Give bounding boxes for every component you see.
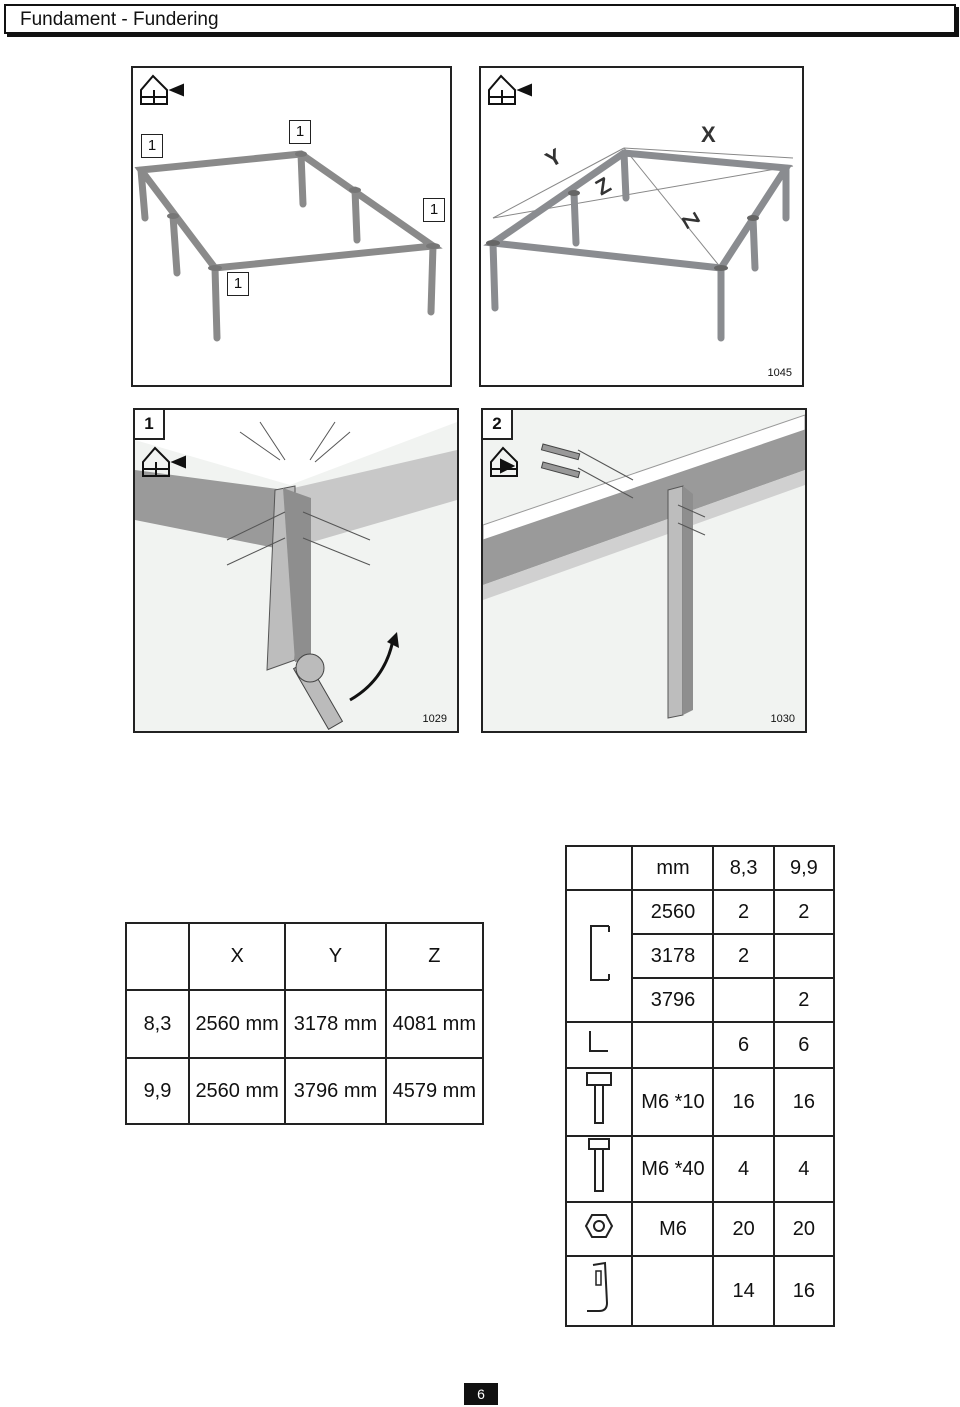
figure-step-2 — [481, 408, 807, 733]
part-qty-83: 16 — [713, 1068, 773, 1136]
figure-number: 1045 — [767, 367, 792, 379]
part-qty-99 — [774, 934, 834, 978]
greenhouse-front-icon — [141, 76, 183, 104]
part-qty-99: 20 — [774, 1202, 834, 1256]
dim-z: 4579 mm — [386, 1058, 483, 1124]
parts-header-col1: 8,3 — [713, 846, 773, 890]
parts-table — [565, 845, 835, 1327]
part-qty-83 — [713, 978, 773, 1022]
dim-y: 3796 mm — [285, 1058, 385, 1124]
part-label-1: 1 — [141, 134, 163, 158]
figure-base-frame — [131, 66, 452, 387]
diagonal-frame-drawing — [481, 68, 802, 385]
part-qty-99: 2 — [774, 890, 834, 934]
base-frame-drawing — [133, 68, 450, 385]
axis-label-y: Y — [541, 143, 567, 173]
rotate-arrow-icon — [350, 640, 393, 700]
greenhouse-front-icon — [489, 76, 531, 104]
page-title-bar — [4, 4, 956, 34]
dim-x: 2560 mm — [189, 1058, 285, 1124]
part-qty-83: 14 — [713, 1256, 773, 1326]
page-title: Fundament - Fundering — [20, 9, 219, 30]
parts-header-col2: 9,9 — [774, 846, 834, 890]
part-length: 2560 — [632, 890, 713, 934]
part-qty-99: 6 — [774, 1022, 834, 1068]
axis-label-z2: Z — [676, 208, 706, 233]
part-qty-83: 20 — [713, 1202, 773, 1256]
clip-icon — [566, 1256, 632, 1326]
beam-joint-drawing — [483, 410, 805, 731]
part-qty-83: 2 — [713, 890, 773, 934]
part-qty-99: 2 — [774, 978, 834, 1022]
part-name: M6 *10 — [632, 1068, 713, 1136]
corner-assembly-drawing — [135, 410, 457, 731]
table-row — [566, 1202, 834, 1256]
dim-header-z: Z — [386, 923, 483, 990]
c-profile-icon — [566, 890, 632, 1022]
table-row — [566, 1136, 834, 1202]
figure-step-1 — [133, 408, 459, 733]
dim-header-y: Y — [285, 923, 385, 990]
figure-number: 1029 — [422, 713, 447, 725]
dim-model: 9,9 — [126, 1058, 189, 1124]
part-label-3: 1 — [423, 198, 445, 222]
bolt-short-icon — [566, 1068, 632, 1136]
axis-label-x: X — [701, 122, 716, 147]
table-row — [126, 1058, 483, 1124]
bolt-icon — [541, 444, 579, 478]
bolt-long-icon — [566, 1136, 632, 1202]
angle-profile-icon — [566, 1022, 632, 1068]
part-label-2: 1 — [289, 120, 311, 144]
table-row — [566, 1256, 834, 1326]
table-row — [566, 890, 834, 934]
part-name: M6 — [632, 1202, 713, 1256]
part-qty-99: 16 — [774, 1068, 834, 1136]
parts-header-unit: mm — [632, 846, 713, 890]
part-name: M6 *40 — [632, 1136, 713, 1202]
nut-icon — [566, 1202, 632, 1256]
axis-label-z: Z — [591, 171, 616, 201]
part-qty-83: 4 — [713, 1136, 773, 1202]
dim-x: 2560 mm — [189, 990, 285, 1058]
part-length: 3178 — [632, 934, 713, 978]
table-row — [566, 1068, 834, 1136]
dim-z: 4081 mm — [386, 990, 483, 1058]
part-qty-99: 4 — [774, 1136, 834, 1202]
part-length — [632, 1022, 713, 1068]
page-number: 6 — [464, 1383, 498, 1405]
part-length: 3796 — [632, 978, 713, 1022]
step-number: 2 — [483, 410, 513, 440]
dim-model: 8,3 — [126, 990, 189, 1058]
figure-number: 1030 — [770, 713, 795, 725]
table-row — [126, 990, 483, 1058]
greenhouse-side-icon — [491, 448, 517, 476]
part-qty-99: 16 — [774, 1256, 834, 1326]
dim-table-corner — [126, 923, 189, 990]
step-number: 1 — [135, 410, 165, 440]
part-qty-83: 2 — [713, 934, 773, 978]
parts-table-corner — [566, 846, 632, 890]
dim-y: 3178 mm — [285, 990, 385, 1058]
dim-header-x: X — [189, 923, 285, 990]
part-name — [632, 1256, 713, 1326]
table-row — [566, 1022, 834, 1068]
dimension-table — [125, 922, 484, 1125]
wrench-icon — [294, 654, 343, 729]
part-label-4: 1 — [227, 272, 249, 296]
part-qty-83: 6 — [713, 1022, 773, 1068]
figure-diagonal-check — [479, 66, 804, 387]
